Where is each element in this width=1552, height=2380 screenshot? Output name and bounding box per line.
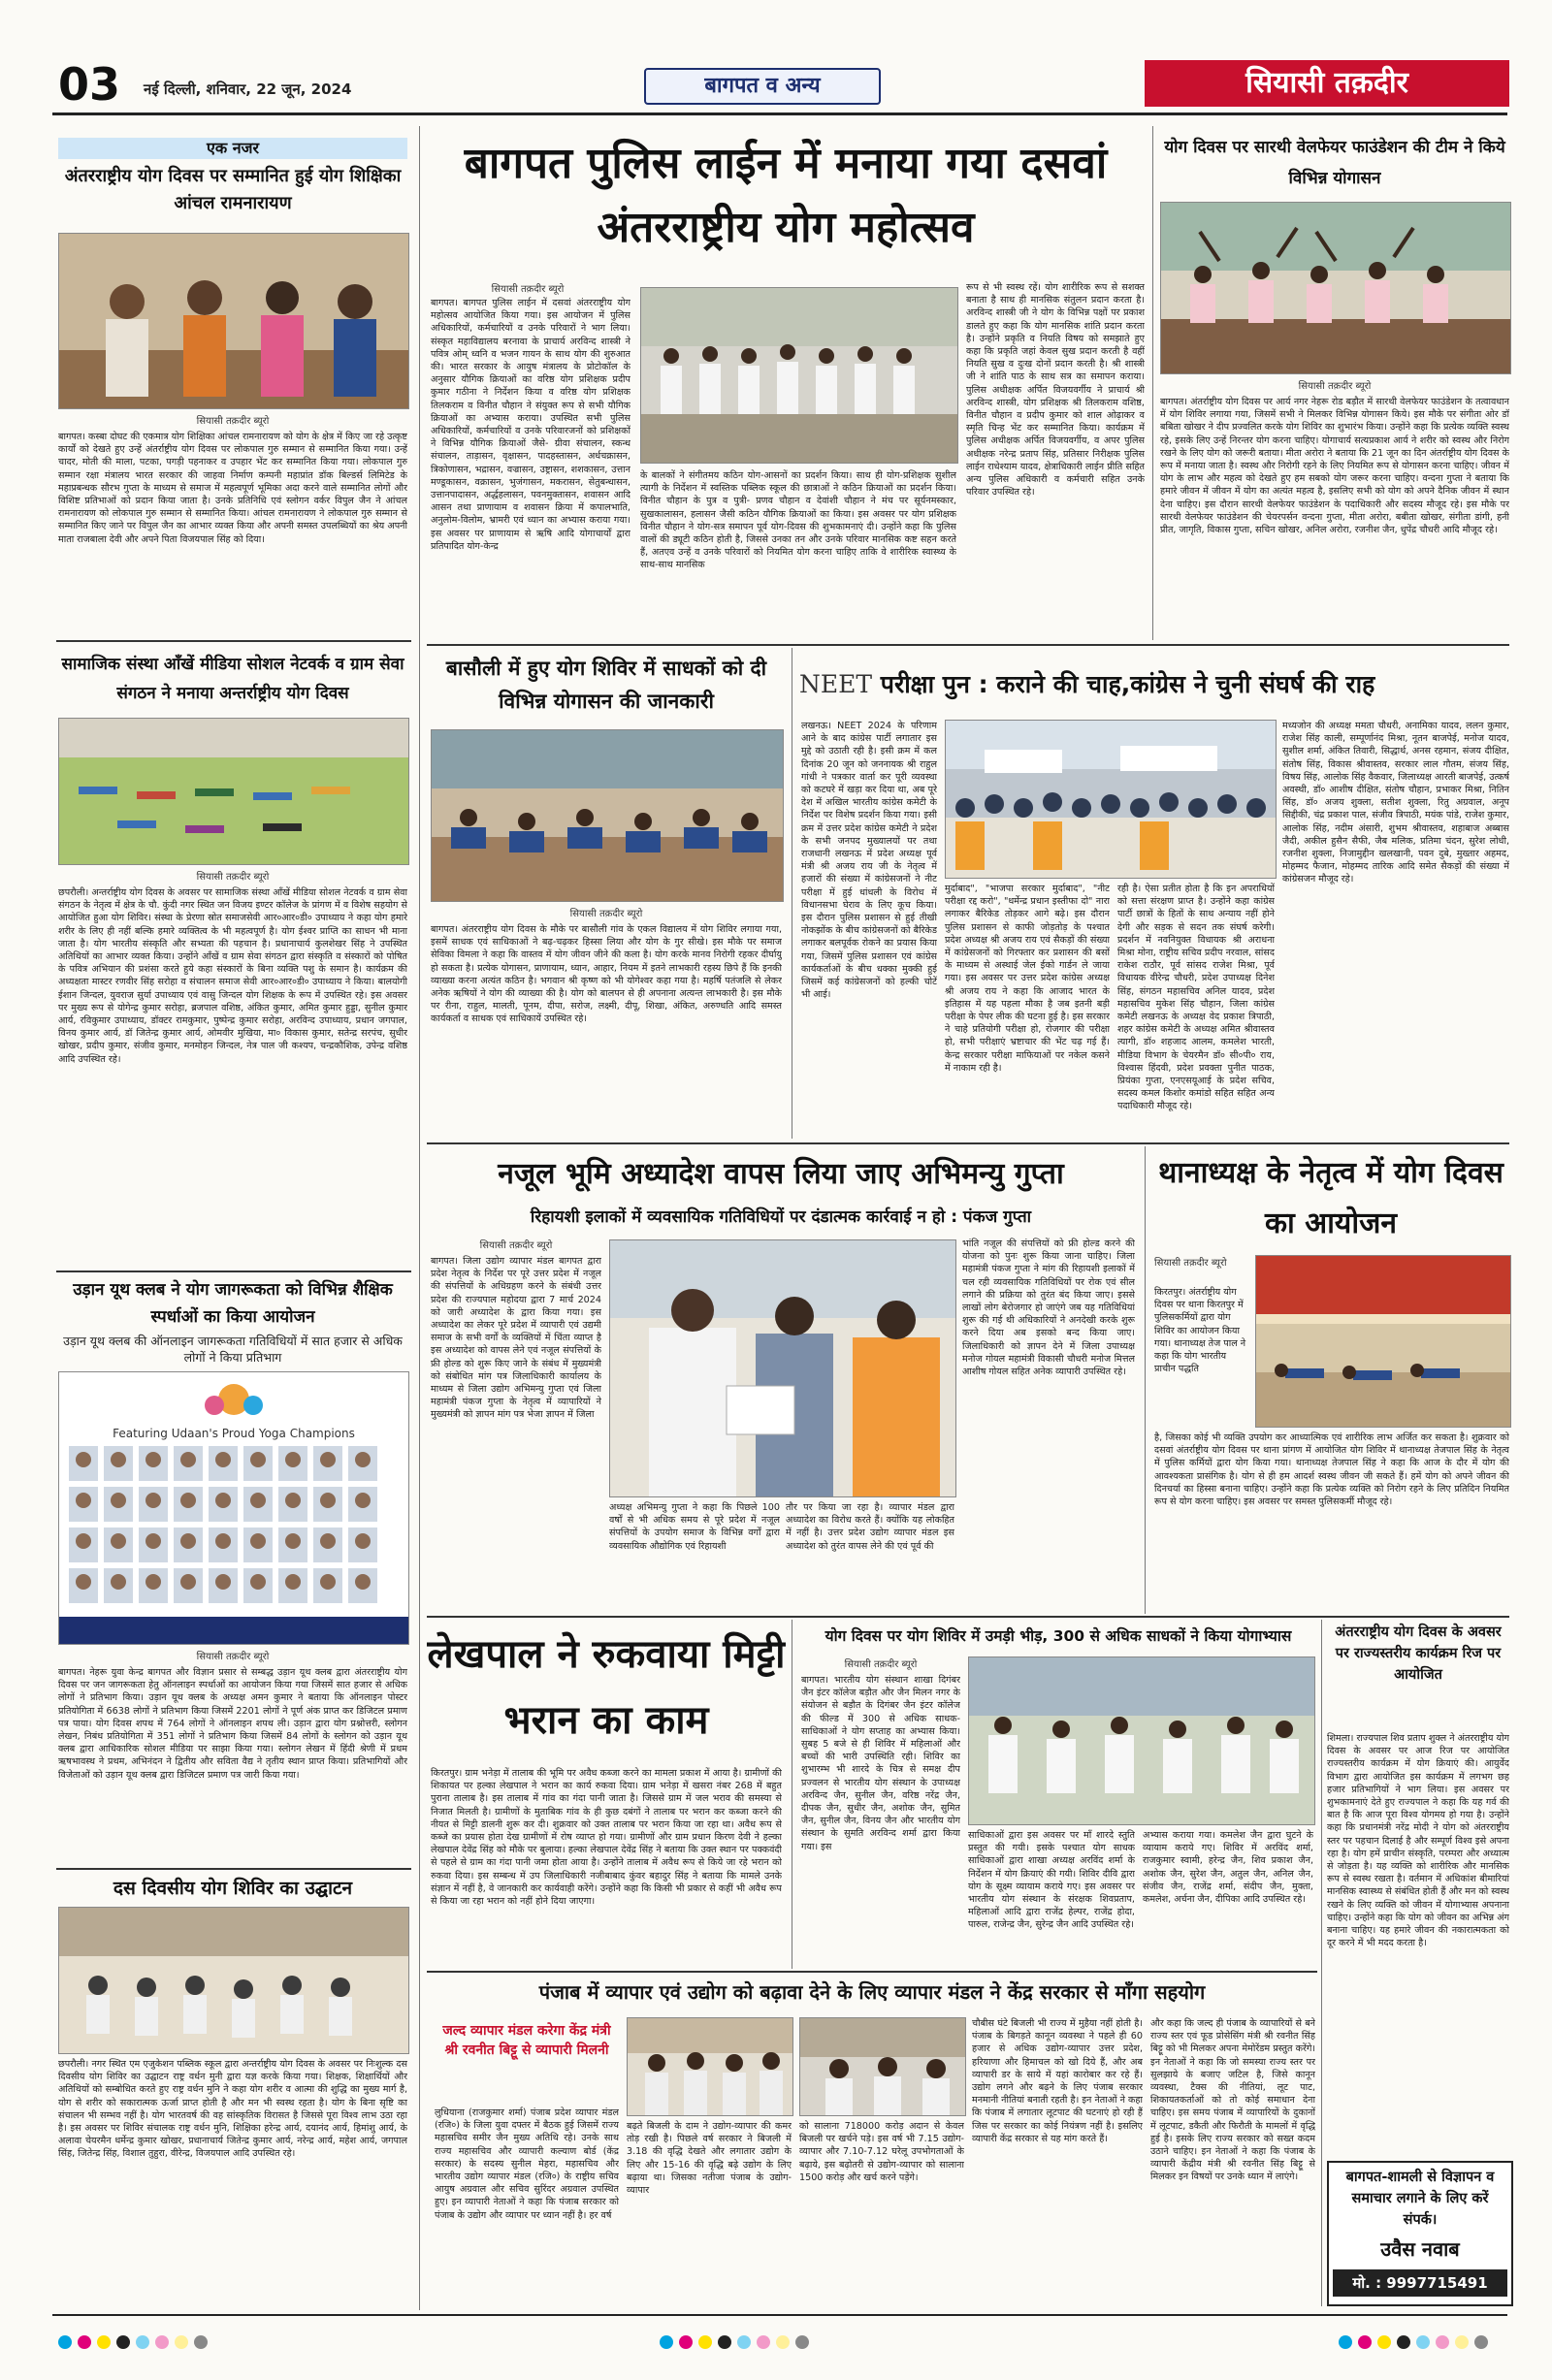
udaan-subhead: उड़ान यूथ क्लब की ऑनलाइन जागरूकता गतिविधियों में सात हजार से अधिक लोगों ने किया प्रतिभाग (63, 1334, 403, 1365)
divider (56, 640, 411, 642)
ek-nazar-body: बागपत। कस्बा दोघट की एकमात्र योग शिक्षिका आंचल रामनारायण को योग के क्षेत्र में किए जा रहे उत्कृष्ट कार्यों को देखते हुए उन्हें अंतर्राष्ट्रीय योग दिवस पर लोकपाल गुरु सम्मान से सम्मानित किया गया। उन्हें चादर, मोती की माला, पटका, पगड़ी पहनाकर व उपहार भेंट कर सम्मानित किया गया। लोकपाल गुरु सम्मान रक्षा मंत्रालय भारत सरकार की जाहवा निर्माण कम्पनी महाप्रांत डॉक बिल्डर्स लिमिटेड के महाप्रबन्धक सौरभ गुप्ता के माध्यम से समाज में महत्वपूर्ण भूमिका अदा करने वाले सम्मानित लोगों और विशिष्ट प्रतिभाओं को प्रदान किया जाता है। उनके प्रतिनिधि एवं स्लोगन वर्कर विपुल जैन ने आंचल रामनारायण को लोकपाल गुरु सम्मान से सम्मानित किया। आंचल रामनारायण ने लोकपाल गुरु सम्मान से सम्मानित किए जाने पर विपुल जैन का आभार व्यक्त किया और अपनी समस्त उपलब्धियों का श्रेय अपनी माता राजबाला देवी और अपने पिता विजयपाल सिंह को दिया। (58, 432, 407, 545)
divider (427, 1142, 1509, 1144)
punjab-col5: और कहा कि जल्द ही पंजाब के व्यापारियों से बने राज्य स्तर एवं फूड प्रोसेसिंग मंत्री श्री रवनीत सिंह बिट्टू को भी मिलकर अपना मेमोरेंडम प्रस्तुत करेंगे। इन नेताओं ने कहा कि जो समस्या राज्य स्तर पर सुलझाये के बजाए जटिल है, जिसे कानून व्यवस्था, टैक्स की नीतियां, लूट पाट, शिकायतकर्ताओं को तो कोई समाधान देना चाहिए। इस समय पंजाब में व्यापारियों के दुकानों में लूटपाट, डकैती और फिरौती के मामलों में वृद्धि हुई है। इसके लिए राज्य सरकार को सख्त कदम उठाने चाहिए। इन नेताओं ने कहा कि पंजाब के व्यापारी केंद्रीय मंत्री श्री रवनीत सिंह बिट्टू से मिलकर इन विषयों पर उनके ध्यान में लाएंगे। (1150, 2018, 1315, 2183)
rajya-body: शिमला। राज्यपाल शिव प्रताप शुक्ल ने अंतरराष्ट्रीय योग दिवस के अवसर पर आज रिज पर आयोजित राज्यस्तरीय कार्यक्रम में योग क्रियाएं की। आयुर्वेद विभाग द्वारा आयोजित इस कार्यक्रम में लगभग छह हजार प्रतिभागियों ने भाग लिया। इस अवसर पर शुभकामनाएं देते हुए राज्यपाल ने कहा कि यह गर्व की बात है कि आज पूरा विश्व योगमय हो गया है। उन्होंने कहा कि प्रधानमंत्री नरेंद्र मोदी ने योग को अंतरराष्ट्रीय स्तर पर पहचान दिलाई है और सम्पूर्ण विश्व इसे अपना रहा है। योग हमें प्राचीन संस्कृति, परम्परा और अध्यात्म से जोड़ता है। यह व्यक्ति को शारीरिक और मानसिक रूप से स्वस्थ रखता है। वर्तमान में अधिकांश बीमारियां मानसिक स्वास्थ्य से संबंधित होती हैं और मन को स्वस्थ रखने के लिए व्यक्ति को जीवन में योगाभ्यास अपनाना चाहिए। उन्होंने कहा कि योग को जीवन का अभिन्न अंग बनाना चाहिए। यह हमारे जीवन की नकारात्मकता को दूर करने में भी मदद करता है। (1327, 1733, 1509, 1949)
punjab-photo-title: जल्द व्यापार मंडल करेगा केंद्र मंत्री श्री रवनीत बिट्टू से व्यापारी मिलनी (442, 2023, 611, 2058)
udaan-caption: सियासी तक़दीर ब्यूरो (196, 1652, 270, 1662)
basauli-caption: सियासी तक़दीर ब्यूरो (569, 909, 643, 919)
registration-dot (1416, 2335, 1430, 2349)
nazool-memorandum-photo (609, 1239, 956, 1497)
registration-dot (78, 2335, 91, 2349)
thana-yoga-photo (1255, 1255, 1511, 1428)
registration-dot (776, 2335, 790, 2349)
registration-dot (795, 2335, 809, 2349)
bheed-col2: साधिकाओं द्वारा इस अवसर पर माँ शारदे स्तुति प्रस्तुत की गयी। इसके पश्चात योग साधक साधिकाओं द्वारा शाखा अध्यक्ष अरविंद शर्मा के निर्देशन में योग क्रियाएं की गयी। शिविर दीवि द्वारा योग के सूक्ष्म व्यायाम कराये गए। इस अवसर पर भारतीय योग संस्थान के संरक्षक शिवप्रताप, महिलाओं आदि द्वारा राजेंद्र हेल्पर, राजेंद्र होदा, पारुल, राजेन्द्र जैन, सुरेन्द्र जैन आदि उपस्थित रहे। (968, 1830, 1135, 1931)
basauli-headline: बासौली में हुए योग शिविर में साधकों को दी विभिन्न योगासन की जानकारी (445, 657, 767, 713)
lead-col3: रूप से भी स्वस्थ रहें। योग शारीरिक रूप से सशक्त बनाता है साथ ही मानसिक संतुलन प्रदान करता है। अरविन्द शास्त्री जी ने योग के विभिन्न पक्षों पर प्रकाश डालते हुए कहा कि योग मानसिक शांति प्रदान करता है। उन्होंने प्रकृति व नियति विषय को समझाते हुए कहा कि प्रकृति जहां केवल सुख प्रदान करती है वहीं नियति सुख व दुःख दोनों प्रदान करती है। श्री शास्त्री जी ने शांति पाठ के साथ सत्र का समापन कराया। पुलिस अधीक्षक अर्पित विजयवर्गीय ने प्राचार्य श्री अरविन्द शास्त्री, योग प्रशिक्षक श्री तिलकराम वशिष्ठ, विनीत चौहान व प्रदीप कुमार को शाल ओढ़ाकर व स्मृति चिन्ह भेंट कर सम्मानित किया। कार्यक्रम में पुलिस अधीक्षक अर्पित विजयवर्गीय, व अपर पुलिस अधीक्षक नरेन्द्र प्रताप सिंह, प्रतिसार निरीक्षक पुलिस लाईन राधेश्याम यादव, क्षेत्राधिकारी लाईन प्रीति सहित अन्य पुलिस अधिकारी व कर्मचारी सहित उनके परिवार उपस्थित रहे। (966, 282, 1145, 499)
registration-dot (698, 2335, 712, 2349)
registration-dot (660, 2335, 673, 2349)
bheed-headline: योग दिवस पर योग शिविर में उमड़ी भीड़, 300 से अधिक साधकों ने किया योगाभ्यास (824, 1627, 1292, 1645)
neet-col1: लखनऊ। NEET 2024 के परिणाम आने के बाद कांग्रेस पार्टी लगातार इस मुद्दे को उठाती रही है। इसी क्रम में कल दिनांक 20 जून को जननायक श्री राहुल गांधी ने पत्रकार वार्ता कर पूरी व्यवस्था को कटघरे में खड़ा कर दिया था, अब पूरे देश में अखिल भारतीय कांग्रेस कमेटी के निर्देश पर विशेष प्रदर्शन किया गया। इसी क्रम में उत्तर प्रदेश कांग्रेस कमेटी ने प्रदेश के सभी जनपद मुख्यालयों पर तथा राजधानी लखनऊ में प्रदेश अध्यक्ष पूर्व मंत्री श्री अजय राय जी के नेतृत्व में हजारों की संख्या में कांग्रेसजनों ने नीट परीक्षा में हुई धांधली के विरोध में विधानसभा घेराव के लिए कूच किया। इस दौरान पुलिस प्रशासन से हुई तीखी नोकझोंक के बीच कांग्रेसजनों को बैरिकेड लगाकर बलपूर्वक रोकने का प्रयास किया गया, जिसमें पुलिस प्रशासन एवं कांग्रेस कार्यकर्ताओं के बीच धक्का मुक्की हुई जिसमें कई कांग्रेसजनों को हल्की चोटें भी आई। (801, 721, 937, 1001)
contact-name: उवैस नवाब (1380, 2237, 1460, 2261)
bheed-caption: सियासी तक़दीर ब्यूरो (844, 1659, 918, 1670)
bheed-col1: बागपत। भारतीय योग संस्थान शाखा दिगंबर जैन इंटर कॉलेज बड़ौत और जैन मिलन नगर के संयोजन से बड़ौत के दिगंबर जैन इंटर कॉलेज की फील्ड में 300 से अधिक साधक-साधिकाओं ने योग सप्ताह का अभ्यास किया। सुबह 5 बजे से ही शिविर में महिलाओं और बच्चों की भारी उपस्थिति रही। शिविर का शुभारम्भ भी शारदे के चित्र से समक्ष दीप प्रज्वलन से भारतीय योग संस्थान के उपाध्यक्ष अरविन्द जैन, सुनील जैन, वरिष्ठ नरेंद्र जैन, दीपक जैन, सुधीर जैन, अशोक जैन, सुमित जैन, सुनील जैन, विनय जैन और भारतीय योग संस्थान के सुमति अरविन्द शर्मा द्वारा किया गया। इस (801, 1675, 960, 1852)
bheed-col3: अभ्यास कराया गया। कमलेश जैन द्वारा घुटने के व्यायाम कराये गए। शिविर में अरविंद शर्मा, राजकुमार स्वामी, हरेन्द्र जैन, शिव प्रकाश जैन, अशोक जैन, सुरेश जैन, अतुल जैन, अनिल जैन, संजीव जैन, राजेंद्र शर्मा, संदीप जैन, मुक्ता, कमलेश, अर्चना जैन, दीपिका आदि उपस्थित रहे। (1143, 1830, 1313, 1906)
registration-dot (679, 2335, 693, 2349)
registration-dot (1455, 2335, 1469, 2349)
paper-title: सियासी तक़दीर (1145, 60, 1509, 107)
thana-headline: थानाध्यक्ष के नेतृत्व में योग दिवस का आयोजन (1158, 1156, 1504, 1240)
neet-col3: रही है। ऐसा प्रतीत होता है कि इन अपराधियों को सत्ता संरक्षण प्राप्त है। उन्होंने कहा कांग्रेस पार्टी छात्रों के हितों के साथ अन्याय नहीं होने देगी और सड़क से सदन तक संघर्ष करेगी। प्रदर्शन में नवनियुक्त विधायक श्री अराधना मिश्रा मोना, राष्ट्रीय सचिव प्रदीप नरवाल, सांसद राकेश राठौर, पूर्व सांसद राजेश मिश्रा, पूर्व विधायक वीरेन्द्र चौधरी, प्रदेश उपाध्यक्ष दिनेश सिंह, संगठन महासचिव अनिल यादव, प्रदेश महासचिव मुकेश सिंह चौहान, जिला कांग्रेस कमेटी लखनऊ के अध्यक्ष वेद प्रकाश त्रिपाठी, शहर कांग्रेस कमेटी के अध्यक्ष अमित श्रीवास्तव त्यागी, डॉ० शहजाद आलम, कमलेश भारती, मीडिया विभाग के चेयरमैन डॉ० सी०पी० राय, विश्वास हिंदवी, प्रदेश प्रवक्ता पुनीत पाठक, प्रियंका गुप्ता, एनएसयूआई के प्रदेश सचिव, सदस्य कमल किशोर कमांडो सहित सहित अन्य पदाधिकारी मौजूद रहे। (1117, 884, 1275, 1112)
yoga-teacher-award-photo (58, 233, 409, 409)
footer-rule (52, 2314, 1507, 2316)
registration-dot (1358, 2335, 1372, 2349)
masthead (0, 0, 1552, 114)
contact-mobile: मो. : 9997715491 (1333, 2269, 1507, 2297)
masthead-rule (52, 113, 1507, 115)
bheed-yoga-photo (968, 1656, 1315, 1825)
lead-police-yoga-photo (640, 287, 958, 464)
registration-dot (1397, 2335, 1410, 2349)
das-divasiya-body: छपरौली। नगर स्थित एम एजुकेशन पब्लिक स्कूल द्वारा अन्तर्राष्ट्रीय योग दिवस के अवसर पर निःशुल्क दस दिवसीय योग शिविर का उद्घाटन राष्ट्र वर्धन मुनी द्वारा यज्ञ करके किया गया। शिक्षक, शिक्षार्थियों और अतिथियों को सम्बोधित करते हुए राष्ट्र वर्धन मुनि ने कहा योग शरीर व आत्मा की शुद्धि का मुख्य मार्ग है, योग से शरीर को सकारात्मक ऊर्जा प्राप्त होती है और मन भी स्वस्थ रहता है। योग के बिना सृष्टि का संचालन भी सम्भव नहीं है। योग भारतवर्ष की वह सांस्कृतिक विरासत है जिससे पूरा विश्व लाभ उठा रहा है। इस अवसर पर शिविर संचालक राष्ट्र वर्धन मुनि, शिक्षिका हरेन्द्र आर्य, दयानंद आर्य, हिमांशु आर्य, के अलावा चेयरमैन धर्मेन्द्र कुमार खोखर, प्रधानाचार्य जितेन्द्र कुमार आर्य, नरेन्द्र आर्य, महेश आर्य, जगपाल सिंह, जितेन्द्र सिंह, विशाल तुहुरा, वीरेन्द्र, विजयपाल आदि उपस्थित रहे। (58, 2059, 407, 2160)
registration-dot (175, 2335, 188, 2349)
thana-body: है, जिसका कोई भी व्यक्ति उपयोग कर आध्यात्मिक एवं शारीरिक लाभ अर्जित कर सकता है। शुक्रवार को दसवां अंतर्राष्ट्रीय योग दिवस पर थाना प्रांगण में आयोजित योग शिविर में थानाध्यक्ष तेजपाल सिंह के नेतृत्व में पुलिस कर्मियों द्वारा योग किया गया। थानाध्यक्ष तेजपाल सिंह ने कहा कि आज के दौर में योग की आवश्यकता प्रासंगिक है। योग से ही हम आदर्श स्वस्थ जीवन जी सकते हैं। हमें योग को अपने जीवन की दिनचर्या का हिस्सा बनाना चाहिए। उन्होंने कहा कि प्रत्येक व्यक्ति को निरोग रहने के लिए प्रतिदिन नियमित रूप से योग करना चाहिए। इस अवसर पर समस्त पुलिसकर्मी मौजूद रहे। (1154, 1432, 1509, 1508)
registration-dot (155, 2335, 169, 2349)
samajik-caption: सियासी तक़दीर ब्यूरो (196, 872, 270, 883)
registration-strip-left (58, 2335, 310, 2351)
nazool-col4: भांति नजूल की संपत्तियों को फ्री होल्ड करने की योजना को पुनः शुरू किया जाना चाहिए। जिला महामंत्री पंकज गुप्ता ने मांग की रिहायशी इलाकों में चल रही व्यवसायिक गतिविधियों पर रोक एवं सील लगाने की प्रक्रिया को तुरंत बंद किया जाए। इससे लाखों लोग बेरोजगार हो जाएंगे जब यह गतिविधियां शुरू की गई थी अधिकारियों ने अनदेखी करके शुरू करने दिया अब इसको बन्द किया जाए। जिलाधिकारी को ज्ञापन देने में जिला उपाध्यक्ष मनोज गोयल महामंत्री विकासी चौधरी मनोज मित्तल आशीष गोयल सहित अनेक व्यापारी उपस्थित रहे। (962, 1238, 1135, 1378)
thana-byline: सियासी तक़दीर ब्यूरो (1154, 1258, 1227, 1269)
punjab-headline: पंजाब में व्यापार एवं उद्योग को बढ़ावा देने के लिए व्यापार मंडल ने केंद्र सरकार से माँगा सहयोग (538, 1980, 1206, 2004)
punjab-col1: लुधियाना (राजकुमार शर्मा) पंजाब प्रदेश व्यापार मंडल (रजि०) के जिला युवा दफ्तर में बैठक हुई जिसमें राज्य महासचिव समीर जैन मुख्य अतिथि रहे। उनके साथ राज्य महासचिव और व्यापारी कल्याण बोर्ड (केंद्र सरकार) के सदस्य सुनील मेहरा, महासचिव और भारतीय उद्योग व्यापार मंडल (रजि०) के राष्ट्रीय सचिव आयुष अग्रवाल और सचिव सुरिंदर अग्रवाल उपस्थित हुए। इन व्यापारी नेताओं ने कहा कि पंजाब सरकार को पंजाब के उद्योग और व्यापार पर ध्यान नहीं है। हर वर्ष (435, 2107, 619, 2221)
page-number: 03 (58, 58, 121, 111)
registration-dot (737, 2335, 751, 2349)
divider (56, 1270, 411, 1272)
sarthi-caption: सियासी तक़दीर ब्यूरो (1298, 381, 1372, 392)
samajik-headline: सामाजिक संस्था आँखें मीडिया सोशल नेटवर्क व ग्राम सेवा संगठन ने मनाया अन्तर्राष्ट्रीय योग दिवस (61, 655, 404, 703)
nazool-subhead: रिहायशी इलाकों में व्यवसायिक गतिविधियों पर दंडात्मक कार्रवाई न हो : पंकज गुप्ता (530, 1207, 1032, 1227)
registration-dot (97, 2335, 111, 2349)
registration-dot (1436, 2335, 1449, 2349)
registration-dot (58, 2335, 72, 2349)
nazool-col3: तौर पर किया जा रहा है। व्यापार मंडल द्वारा अध्यादेश का विरोध करते हैं। क्योंकि यह लोकहित में नहीं है। उत्तर प्रदेश उद्योग व्यापार मंडल इस अध्यादेश को तुरंत वापस लेने की एवं पूर्व की (786, 1502, 954, 1552)
lekhpal-headline: लेखपाल ने रुकवाया मिट्टी भरान का काम (427, 1632, 786, 1743)
udaan-poster-title: Featuring Udaan's Proud Yoga Champions (113, 1427, 355, 1440)
contact-box (1327, 2161, 1513, 2306)
ek-nazar-tag: एक नजर (58, 138, 407, 159)
samajik-body: छपरौली। अन्तर्राष्ट्रीय योग दिवस के अवसर पर सामाजिक संस्था आँखें मीडिया सोशल नेटवर्क व ग्राम सेवा संगठन के नेतृत्व में क्षेत्र के चौ. कुंदी नगर स्थित जन विजय इण्टर कॉलेज के प्रांगण में व विशेष सहयोग से आयोजित हुआ योग शिविर। संस्था के प्रेरणा स्रोत समाजसेवी आर०आर०डी० उपाध्याय ने कहा योग हमारे शरीर के लिए ही नहीं बल्कि हमारे व्यक्तित्व के भी महत्वपूर्ण है। योग ईश्वर प्राप्ति का साधन भी माना जाता है। योग भारतीय संस्कृति और सभ्यता की पहचान है। प्रधानाचार्य कुलशेखर सिंह ने उपस्थित अतिथियों का आभार व्यक्त किया। उन्होंने आँखें व ग्राम सेवा संगठन द्वारा संस्कृति व संस्कारों को पोषित के पवित्र अभियान की प्रशंसा करते हुये कहा संस्कारों के बिना व्यक्ति पशु के समान है। कार्यक्रम की अध्यक्षता मास्टर रणवीर सिंह सरोहा व संचालन समाज सेवी आर०आर०डी० उपाध्याय ने किया। बालयोगी ईशान जिन्दल, युवराज सुर्या उपाध्याय एवं वासु जिन्दल योग शिक्षक के रूप में उपस्थित रहे। इस अवसर पर मुख्य रूप से योगेन्द्र कुमार सरोहा, ब्रजपाल वशिष्ठ, अंकित कुमार, अमित कुमार हुड्डा, सुनील कुमार आर्य, रविकुमार उपाध्याय, डॉक्टर रामकुमार, पुष्पेन्द्र कुमार सरोहा, अरविन्द उपाध्याय, प्रधान जगपाल, विनय कुमार आर्य, डॉ जितेन्द्र कुमार आर्य, ओमवीर मुखिया, मा० विकास कुमार, सतेन्द्र सरपंच, सुधीर खोखर, प्रदीप कुमार, संजीव कुमार, मनमोहन जिन्दल, नेत्र पाल जी कश्यप, चन्द्रकौशिक, उपेन्द्र वशिष्ठ आदि उपस्थित रहे। (58, 887, 407, 1065)
registration-dot (1474, 2335, 1488, 2349)
divider (427, 644, 1509, 646)
neet-headline (799, 658, 1509, 712)
divider (427, 1616, 1509, 1618)
punjab-meeting-photo (627, 2017, 793, 2116)
dateline: नई दिल्ली, शनिवार, 22 जून, 2024 (144, 80, 352, 98)
nazool-headline: नजूल भूमि अध्यादेश वापस लिया जाए अभिमन्यु गुप्ता (498, 1157, 1064, 1191)
rajya-headline: अंतरराष्ट्रीय योग दिवस के अवसर पर राज्यस्तरीय कार्यक्रम रिज पर आयोजित (1335, 1624, 1502, 1683)
column-rule (1321, 1620, 1322, 2306)
registration-dot (757, 2335, 770, 2349)
basauli-body: बागपत। अंतरराष्ट्रीय योग दिवस के मौके पर बासौली गांव के एकल विद्यालय में योग शिविर लगाया गया, इसमें साधक एवं साधिकाओं ने बढ़-चढ़कर हिस्सा लिया और योग के गुर सीखे। इस मौके पर समाज सेविका विमला ने कहा कि वास्तव में योग जीवन जीने की कला है। योग करके मानव निरोगी रहकर दीर्घायु हो सकता है। प्रत्येक योगासन, प्राणायाम, ध्यान, आहार, नियम में इतने लाभकारी रहस्य छिपे हैं कि इनकी व्याख्या करना अत्यंत कठिन है। भगवान श्री कृष्ण को भी योगेश्वर कहा गया है। महर्षि पतंजलि से लेकर अनेक ऋषियों ने योग की व्याख्या की है। योग को बालपन से ही अपनाना अत्यन्त लाभकारी है। इस मौके पर रीना, राहुल, मालती, पूनम, दीपा, सरोज, लक्ष्मी, दीपू, शिखा, अंकित, अरुण्धति आदि समस्त कार्यकर्ता व साधक एवं साधिकायें उपस्थित रहे। (431, 924, 782, 1025)
punjab-col3: को सालाना 718000 करोड़ अदान से केवल बिजली पर खर्चने पड़े। इस वर्ष भी 7.15 उद्योग-व्यापार और 7.10-7.12 घरेलू उपभोगताओं के बढ़ाये, इस बढ़ोतरी से उद्योग-व्यापार को सालाना 1500 करोड़ और खर्च करने पड़ेंगे। (799, 2121, 964, 2183)
registration-strip-center (660, 2335, 892, 2351)
basauli-yoga-photo (431, 729, 784, 902)
neet-protest-photo (945, 720, 1277, 879)
ek-nazar-caption: सियासी तक़दीर ब्यूरो (196, 416, 270, 427)
sarthi-body: बागपत। अंतर्राष्ट्रीय योग दिवस पर आर्य नगर नेहरू रोड बड़ौत में सारथी वेलफेयर फाउंडेशन के तत्वावधान में योग शिविर लगाया गया, जिसमें सभी ने मिलकर विभिन्न योगासन किये। इस मौके पर संगीता ओर डॉ बबिता खोखर ने दीप प्रज्वलित करके योग शिविर का शुभारंभ किया। उन्होंने कहा कि प्रत्येक व्यक्ति स्वस्थ रहे, इसके लिए उन्हें निरन्तर योग करना चाहिए। योगाचार्य सत्यप्रकाश आर्य ने शरीर को स्वस्थ और निरोग रखने के लिए योग को जरूरी बताया। मीता अरोरा ने बताया कि 21 जून का दिन अंतर्राष्ट्रीय योग दिवस के रूप में मनाया जाता है। स्वस्थ और निरोगी रहने के लिए नियमित रूप से योगासन करना चाहिए। जीवन में योग के लाभ और महत्व को देखते हुए हम सबको योग जरूर करना चाहिए। वन्दना गुप्ता ने बताया कि हमारे जीवन में जीवन में योग का अत्यंत महत्व है, इसलिए सभी को योग को अपने दैनिक जीवन में स्थान देना चाहिए। इस दौरान सारथी वेलफेयर फाउंडेशन के पदाधिकारी और सदस्य मौजूद रहे। इस मौके पर सारथी वेलफेयर फाउंडेशन की चेयरपर्सन वन्दना गुप्ता, मीता अरोरा, बबीता खोखर, संगीता डांगी, हनी प्रीत, जागृति, विकास गुप्ता, सचिन खोखर, अनिल अरोरा, रजनीश जैन, धुपेंद्र चौधरी आदि मौजूद रहे। (1160, 397, 1509, 536)
lead-headline: बागपत पुलिस लाईन में मनाया गया दसवां अंतरराष्ट्रीय योग महोत्सव (464, 139, 1108, 252)
contact-text: बागपत-शामली से विज्ञापन व समाचार लगाने के लिए करें संपर्क। (1345, 2170, 1495, 2228)
registration-dot (136, 2335, 149, 2349)
udaan-headline: उड़ान यूथ क्लब ने योग जागरूकता को विभिन्न शैक्षिक स्पर्धाओं का किया आयोजन (73, 1280, 393, 1327)
sarthi-headline: योग दिवस पर सारथी वेलफेयर फाउंडेशन की टीम ने किये विभिन्न योगासन (1164, 138, 1505, 188)
nazool-col2: अध्यक्ष अभिमन्यु गुप्ता ने कहा कि पिछले 100 वर्षों से भी अधिक समय से पूरे प्रदेश में नजूल संपत्तियों के उपयोग समाज के विभिन्न वर्गों द्वारा व्यवसायिक औद्योगिक एवं रिहायशी (609, 1502, 780, 1552)
registration-dot (1377, 2335, 1391, 2349)
das-divasiya-headline: दस दिवसीय योग शिविर का उद्घाटन (113, 1878, 353, 1899)
divider (427, 1971, 1317, 1973)
registration-dot (1339, 2335, 1352, 2349)
registration-strip-right (1339, 2335, 1513, 2351)
samajik-yoga-photo (58, 718, 409, 865)
registration-dot (194, 2335, 208, 2349)
udaan-body: बागपत। नेहरू युवा केन्द्र बागपत और विज्ञान प्रसार से सम्बद्ध उड़ान यूथ क्लब द्वारा अंतरराष्ट्रीय योग दिवस पर जन जागरूकता हेतु ऑनलाइन स्पर्धाओं का आयोजन किया गया जिसमें सात हजार से अधिक लोगों ने प्रतिभाग किया। उड़ान यूथ क्लब के अध्यक्ष अमन कुमार ने बताया कि ऑनलाइन पोस्टर प्रतियोगिता में 6638 लोगों ने प्रतिभाग किया जिसमें 2201 लोगों ने पूर्ण अंक प्राप्त कर डिजिटल प्रमाण पत्र पाया। योग दिवस शपथ में 764 लोगों ने ऑनलाइन शपथ ली। उड़ान द्वारा योग प्रश्नोत्तरी, स्लोगन लेखन, निबंध प्रतियोगिता में 351 लोगों ने प्रतिभाग किया जिसमें 84 लोगों के स्लोगन को उड़ान यूथ क्लब द्वारा आधिकारिक सोशल मीडिया पर साझा किया गया। स्लोगन लेखन में हिंदी श्रेणी में प्रथम ऋषभावस्थ ने प्रथम, अभिनंदन ने द्वितीय और सविता वैद्य ने तृतीय स्थान प्राप्त किया। प्रतिभागियों और विजेताओं को उड़ान यूथ क्लब द्वारा डिजिटल प्रमाण पत्र जारी किया गया। (58, 1667, 407, 1781)
neet-headline-prefix: NEET (799, 670, 873, 698)
punjab-traders-photo (799, 2017, 966, 2116)
neet-headline-main: परीक्षा पुन : कराने की चाह,कांग्रेस ने चुनी संघर्ष की राह (880, 670, 1375, 698)
udaan-poster (58, 1371, 409, 1645)
lead-byline: सियासी तक़दीर ब्यूरो (491, 284, 565, 295)
lead-col2: के बालकों ने संगीतमय कठिन योग-आसनों का प्रदर्शन किया। साथ ही योग-प्रशिक्षक सुशील त्यागी के निर्देशन में स्वस्तिक पब्लिक स्कूल की छात्राओं ने कठिन क्रियाओं का प्रदर्शन किया। विनीत चौहान के पुत्र व पुत्री- प्रणव चौहान व देवांशी चौहान ने मंच पर सूर्यनमस्कार, सुखकालासन, हलासन जैसी कठिन यौगिक क्रियाओं का किया। इस अवसर पर योग प्रशिक्षक विनीत चौहान ने योग-सत्र समापन पूर्व योग-दिवस की शुभकामनाएं दी। उन्होंने कहा कि पुलिस वालों की ड्यूटी कठिन होती है, जिससे उनका तन और उनके परिवार मानसिक कष्ट सहन करते हैं, अतएव उन्हें व उनके परिवारों को नियमित योग करना चाहिए ताकि वे शारीरिक स्वास्थ्य के साथ-साथ मानसिक (640, 470, 956, 571)
nazool-col1: बागपत। जिला उद्योग व्यापार मंडल बागपत द्वारा प्रदेश नेतृत्व के निर्देश पर पूरे उत्तर प्रदेश में नजूल की संपत्तियों के अधिग्रहण करने के संबंधी उत्तर प्रदेश की राज्यपाल महोदया द्वारा 7 मार्च 2024 को जारी अध्यादेश के द्वारा किया गया। इस अध्यादेश का लेकर पूरे प्रदेश में व्यापारी एवं उद्यमी समाज के सभी वर्गों के व्यक्तियों में चिंता व्याप्त है इस अध्यादेश को वापस लेने एवं नजूल संपत्तियों के फ्री होल्ड को शुरू किए जाने के संबंध में मुख्यमंत्री को संबोधित मांग पत्र जिलाधिकारी कार्यालय के माध्यम से जिला उद्योग अभिमन्यु गुप्ता एवं जिला महामंत्री पंकज गुप्ता के नेतृत्व में व्यापारियों ने मुख्यमंत्री को ज्ञापन मांग पत्र भेजा ज्ञापन में जिला (431, 1256, 601, 1421)
das-divasiya-photo (58, 1907, 409, 2054)
punjab-col4: चौबीस घंटे बिजली भी राज्य में मुहैया नहीं होती है। पंजाब के बिगड़ते कानून व्यवस्था ने पहले ही 60 हजार से अधिक उद्योग-व्यापार उत्तर प्रदेश, हरियाणा और हिमाचल को खो दिये हैं, और अब व्यापारी डर के साये में यहां कारोबार कर रहे हैं। उद्योग लगने और बढ़ने के लिए पंजाब सरकार मनमानी नीतियां बनाती रहती है। इन नेताओं ने कहा कि पंजाब में लगातार लूटपाट की घटनाएं हो रही हैं जिस पर सरकार का कोई नियंत्रण नहीं है। इसलिए व्यापारी केंद्र सरकार से यह मांग करते हैं। (972, 2018, 1143, 2144)
section-label: बागपत व अन्य (644, 68, 881, 105)
lead-col1: बागपत। बागपत पुलिस लाईन में दसवां अंतरराष्ट्रीय योग महोत्सव आयोजित किया गया। इस आयोजन में पुलिस अधिकारियों, कर्मचारियों व उनके परिवारों ने भाग लिया। संस्कृत महाविद्यालय बरनावा के प्राचार्य अरविन्द शास्त्री ने पवित्र ओम् ध्वनि व भजन गायन के साथ योग की शुरुआत की। भारत सरकार के आयुष मंत्रालय के प्रोटोकॉल के अनुसार यौगिक क्रियाओं का वरिष्ठ योग प्रशिक्षक प्रदीप कुमार गठीना ने निर्देशन किया व वरिष्ठ योग प्रशिक्षक तिलकराम व विनीत चौहान ने संयुक्त रूप से सभी यौगिक क्रियाओं का अभ्यास कराया। उपस्थित सभी पुलिस अधिकारियों, कर्मचारियों व उनके परिवारजनों को प्रशिक्षकों ने विभिन्न यौगिक क्रियाओं जैसे- ग्रीवा संचालन, स्कन्ध संचालन, ताड़ासन, वृक्षासन, पादहस्तासन, अर्धचक्रासन, त्रिकोणासन, भद्रासन, वज्रासन, उष्ट्रासन, शशकासन, उत्तान मण्डूकासन, वक्रासन, भुजंगासन, मकरासन, सेतुबन्धासन, उत्तानपादासन, अर्द्धहलासन, पवनमुक्तासन, शवासन आदि आसन तथा प्राणायाम व शवासन क्रिया में कपालभाति, अनुलोम-विलोम, भ्रामरी एवं ध्यान का अभ्यास कराया गया। इस अवसर पर प्राणायाम से ऋषि आदि योगाचार्यों द्वारा प्रतिपादित योग-केन्द्र (431, 298, 630, 552)
punjab-col2: बढ़ते बिजली के दाम ने उद्योग-व्यापार की कमर तोड़ रखी है। पिछले वर्ष सरकार ने बिजली में 3.18 की वृद्धि देखते और लगातार उद्योग के लिए और 15-16 की वृद्धि बढ़े उद्योग के लिए बढ़ाया था। जिसका नतीजा पंजाब के उद्योग-व्यापार (627, 2121, 792, 2197)
nazool-byline: सियासी तक़दीर ब्यूरो (479, 1240, 553, 1251)
registration-dot (116, 2335, 130, 2349)
lekhpal-body: किरतपुर। ग्राम भनेड़ा में तालाब की भूमि पर अवैध कब्जा करने का मामला प्रकाश में आया है। ग्रामीणों की शिकायत पर हल्का लेखपाल ने भरान का कार्य रुकवा दिया। ग्राम भनेड़ा में खसरा नंबर 268 में बहुत पुराना तालाब है। इस तालाब में गांव का गंदा पानी जाता है। जिससे ग्राम में जल भराव की समस्या से निजात मिलती है। ग्रामीणों के मुताबिक गांव के ही कुछ दबंगों ने तालाब पर भरान कर कब्जा करने की नीयत से मिट्टी डालनी शुरू कर दी। शुक्रवार को उक्त तालाब पर भरान किया जा रहा था। अवैध रूप से कब्जे का प्रयास होता देख ग्रामीणों में रोष व्याप्त हो गया। ग्रामीणों और ग्राम प्रधान किरण देवी ने हल्का लेखपाल देवेंद्र सिंह को मौके पर बुलाया। हल्का लेखपाल देवेंद्र सिंह ने बताया कि उक्त स्थान पर पक्कवंदी से पहले से ग्राम का गंदा पानी जमा होता आया है। उन्होंने तालाब में अवैध रूप से किये जा रहे भरान को रुकवा दिया। इस सम्बन्ध में उप जिलाधिकारी नजीबाबाद कुंवर बहादुर सिंह ने बताया कि मामले उनके संज्ञान में नहीं है, वे जानकारी कर कार्यवाही करेंगे। उन्होंने कहा कि किसी भी प्रकार से कहीं भी अवैध रूप से किया जा रहा भरान को नहीं होने दिया जाएगा। (431, 1768, 782, 1908)
neet-col4: मध्यजोन की अध्यक्ष ममता चौधरी, अनामिका यादव, ललन कुमार, राजेश सिंह काली, सम्पूर्णानंद मिश्रा, नूतन बाजपेई, मनोज यादव, सुशील शर्मा, अंकित तिवारी, सिद्धार्थ, अनस रहमान, संजय दीक्षित, संतोष सिंह, विकास श्रीवास्तव, सरकार लाल गौतम, संजय सिंह, विषय सिंह, आलोक सिंह वैकवार, जिलाध्यक्ष आरती बाजपेई, उत्कर्ष अवस्थी, डॉ० आशीष दीक्षित, संतोष चौहान, प्रभाकर मिश्रा, नितिन सिंह, डॉ० अजय शुक्ला, सतीश शुक्ला, रितु अग्रवाल, अनूप सिद्दीकी, चंद्र प्रकाश पाल, संजीव त्रिपाठी, मयंक पांडे, राजेश कुमार, आलोक सिंह, नदीम अंसारी, शुभम श्रीवास्तव, शहाबाज अब्बास जैदी, अकील हुसैन सैफी, जैब मलिक, प्रतिमा चंदन, सुरेश लोधी, रजनीश शुक्ला, निजामुद्दीन खलखानी, पवन दुबे, मुख्तार अहमद, मोहम्मद फैजान, मोहम्मद तारिक आदि समेत सैकड़ों की संख्या में कांग्रेसजन मौजूद रहे। (1282, 721, 1509, 885)
column-rule (419, 126, 420, 2310)
divider (56, 1868, 411, 1870)
neet-col2: मुर्दाबाद", "भाजपा सरकार मुर्दाबाद", "नीट परीक्षा रद्द करो", "धर्मेन्द्र प्रधान इस्तीफा दो" नारा लगाकर बैरिकेड तोड़कर आगे बढ़े। इस दौरान पुलिस प्रशासन से काफी जोड़तोड़ के पश्चात प्रदेश अध्यक्ष श्री अजय राय एवं सैकड़ों की संख्या में कांग्रेसजनों को गिरफ्तार कर प्रशासन की बसों के माध्यम से अस्थाई जेल ईको गार्डन ले जाया गया। इस अवसर पर उत्तर प्रदेश कांग्रेस अध्यक्ष श्री अजय राय ने कहा कि आजाद भारत के इतिहास में यह पहला मौका है जब इतनी बड़ी परीक्षा के पेपर लीक की घटना हुई है। इस सरकार ने चाहे प्रतियोगी परीक्षा हो, रोजगार की परीक्षा हो, सभी परीक्षाएं भ्रष्टाचार की भेंट चढ़ गई हैं। केन्द्र सरकार परीक्षा माफियाओं पर नकेल कसने में नाकाम रही है। (945, 884, 1110, 1074)
sarthi-yoga-photo (1160, 202, 1511, 374)
ek-nazar-headline: अंतरराष्ट्रीय योग दिवस पर सम्मानित हुई योग शिक्षिका आंचल रामनारायण (64, 166, 402, 213)
thana-col1: किरतपुर। अंतर्राष्ट्रीय योग दिवस पर थाना किरतपुर में पुलिसकर्मियों द्वारा योग शिविर का आयोजन किया गया। थानाध्यक्ष तेज पाल ने कहा कि योग भारतीय प्राचीन पद्धति (1154, 1287, 1246, 1375)
registration-dot (718, 2335, 731, 2349)
column-rule (1152, 126, 1153, 640)
column-rule (1145, 1146, 1146, 1614)
